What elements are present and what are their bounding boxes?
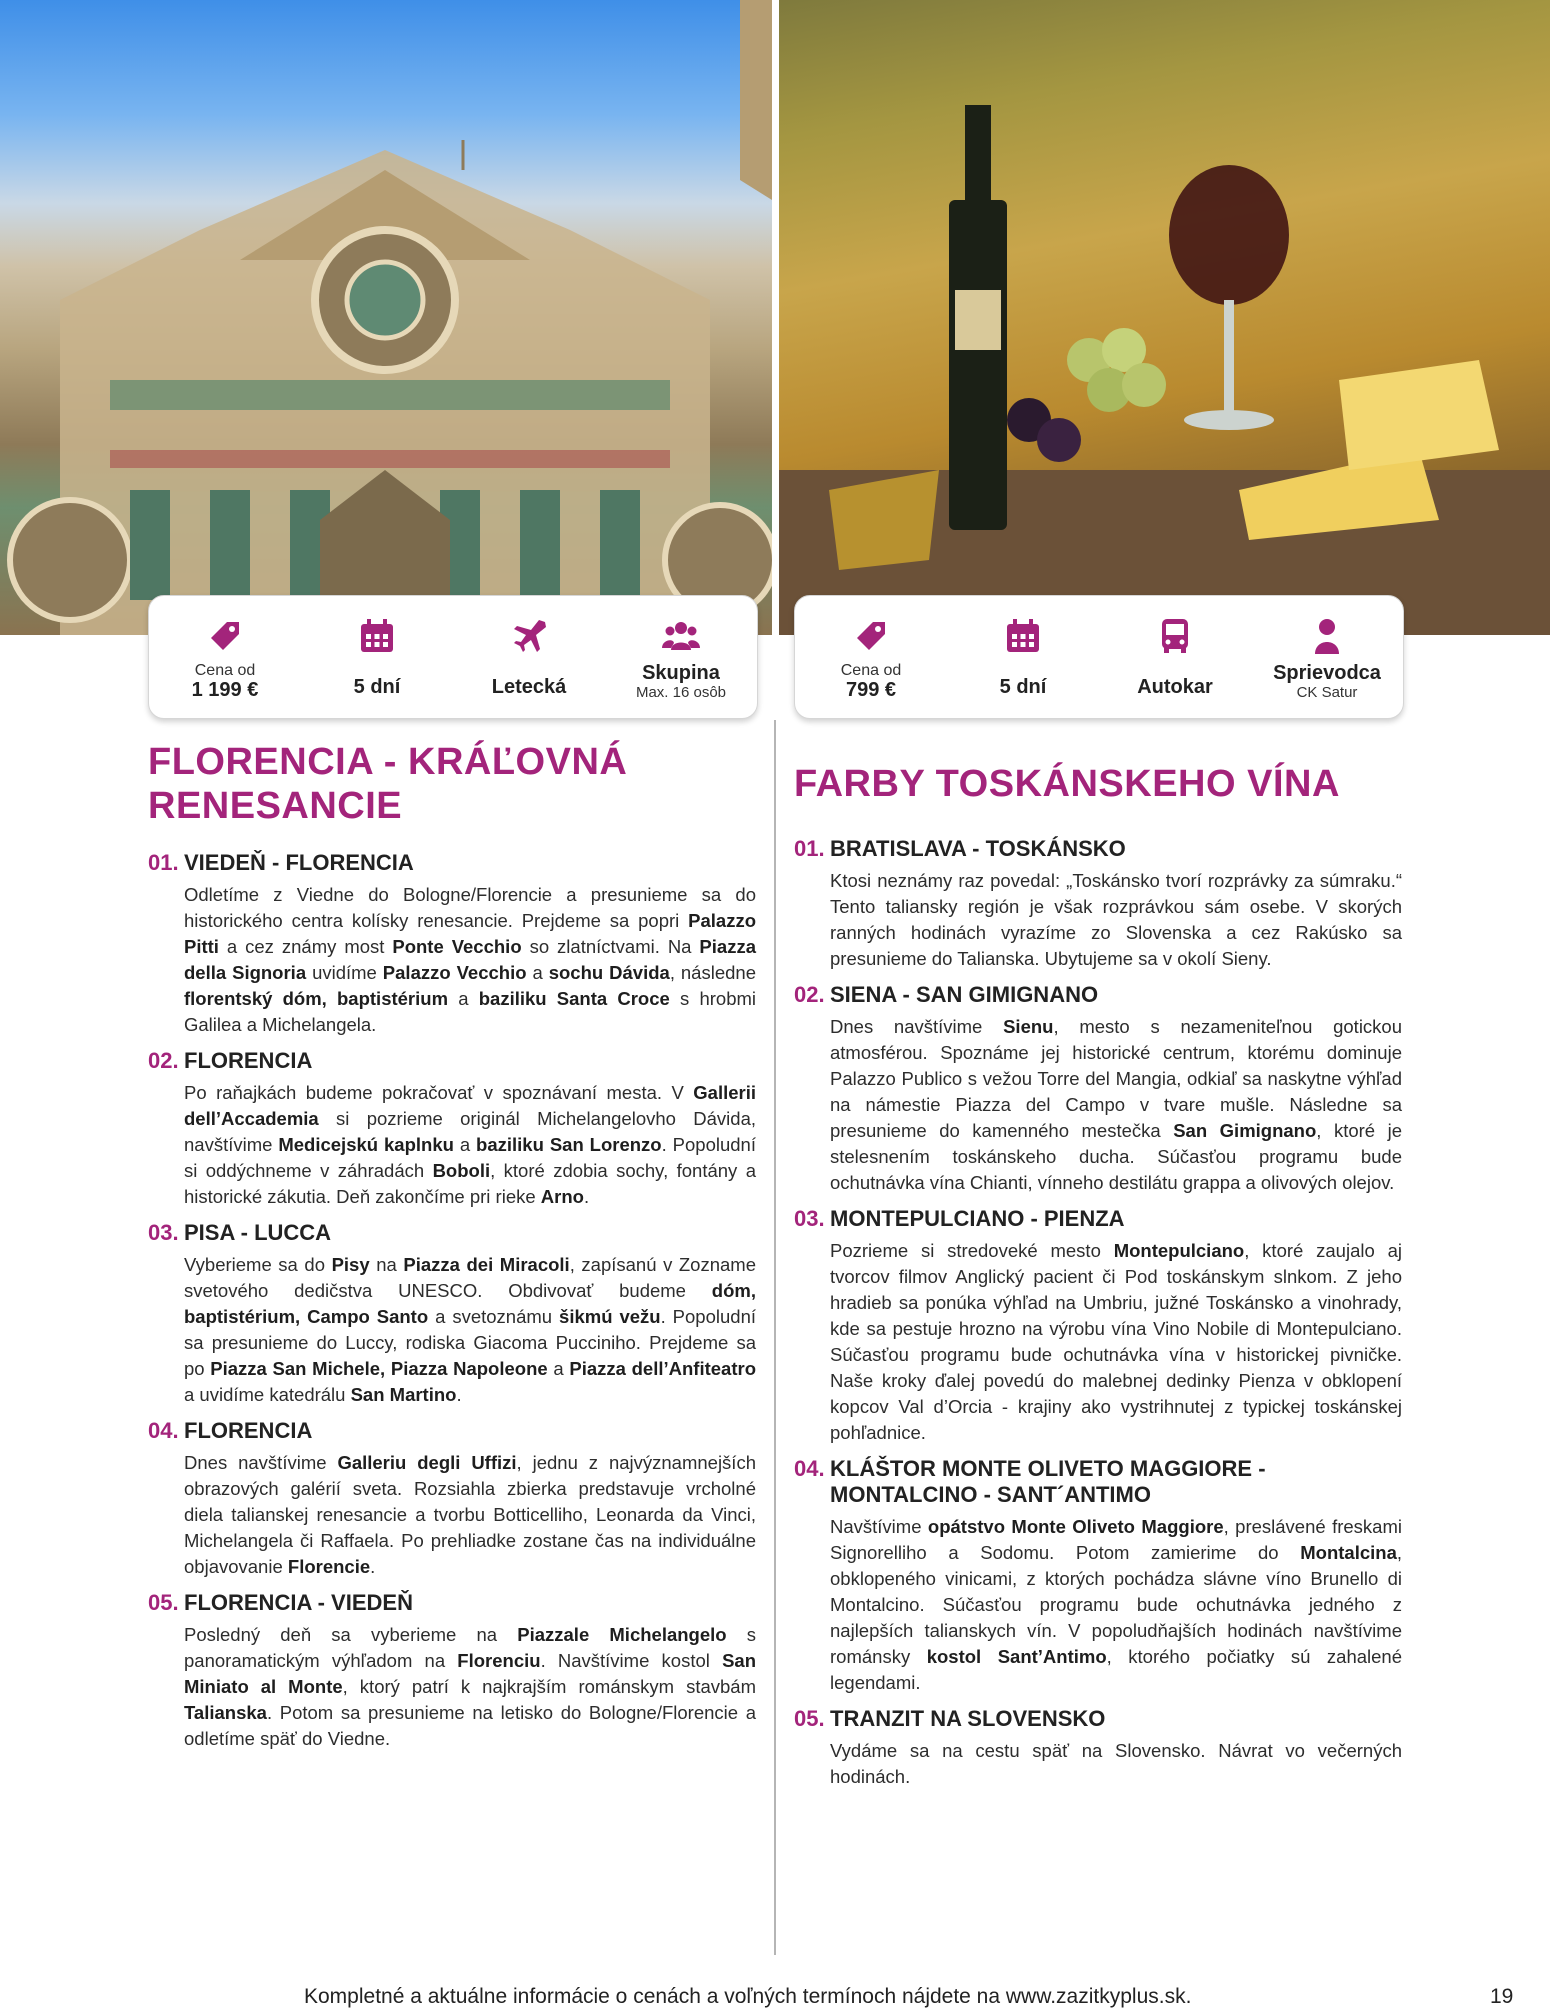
left-itinerary [148,740,756,1752]
day-block [148,1418,756,1580]
day-number: 01. [148,850,179,875]
highlight-text: San Martino [350,1384,457,1405]
day-description [184,1252,756,1408]
wine-illustration [779,0,1550,635]
airplane-icon [508,616,550,656]
body-text: uvidíme [306,962,383,983]
highlight-text: Piazza della Signoria [184,936,756,983]
highlight-text: Talianska [184,1702,267,1723]
duration-value: 5 dní [999,676,1047,698]
day-block [148,1590,756,1752]
day-number: 05. [794,1706,825,1731]
day-block [794,836,1402,972]
right-title: FARBY TOSKÁNSKEHO VÍNA [794,763,1340,805]
day-heading [794,1206,1402,1232]
price-tag-icon [850,616,892,656]
left-title-line1: FLORENCIA - KRÁĽOVNÁ [148,741,628,783]
highlight-text: Palazzo Vecchio [382,962,527,983]
body-text: , preslávené freskami Signorelliho a Sodomu. Potom zamierime do [830,1516,1402,1563]
body-text: , obklopeného vinicami, z ktorých pochádza slávne víno Brunello di Montalcino. Súčasťou programu bude ochutnávka jedného z najlepších talianskych vín. V popoludňajších hodinách navštívime románsky [830,1542,1402,1667]
transport-info [1099,596,1251,718]
day-heading [148,1418,756,1444]
group-info [605,596,757,718]
day-number: 02. [148,1048,179,1073]
day-block [148,850,756,1038]
body-text: a cez známy most [218,936,393,957]
duration-info [301,596,453,718]
day-heading [794,1456,1402,1508]
day-description [184,1622,756,1752]
highlight-text: opátstvo Monte Oliveto Maggiore [927,1516,1224,1537]
body-text: s panoramatickým výhľadom na [184,1624,757,1671]
highlight-text: Montalcina [1300,1542,1397,1563]
transport-value: Autokar [1137,676,1213,698]
day-block [148,1048,756,1210]
body-text: Vyberieme sa do [184,1254,332,1275]
highlight-text: San Gimignano [1173,1120,1317,1141]
highlight-text: Pisy [331,1254,370,1275]
body-text: , ktoré zdobia sochy, fontány a historické zákutia. Deň zakončíme pri rieke [184,1160,756,1207]
body-text: , jednu z najvýznamnejších obrazových galérií sveta. Rozsiahla zbierka predstavuje vrcholné diela talianskej renesancie a tvorbu Botticelliho, Leonarda da Vinci, Michelangela či Raffaela. Po prehliadke zostane čas na individuálne objavovanie [184,1452,756,1577]
body-text: na [369,1254,404,1275]
day-block [794,1456,1402,1696]
day-title: FLORENCIA [184,1048,313,1073]
guide-info [1251,596,1403,718]
highlight-text: kostol Sant’Antimo [926,1646,1107,1667]
day-title: FLORENCIA [184,1418,313,1443]
price-label: Cena od [840,662,902,679]
day-title: TRANZIT NA SLOVENSKO [830,1706,1106,1731]
highlight-text: dóm, baptistérium, Campo Santo [184,1280,756,1327]
group-sub: Max. 16 osôb [635,684,727,701]
body-text: , ktoré je stelesnením toskánskeho ducha. Súčasťou programu bude ochutnávka vína Chianti, vínneho destilátu grappa a olivových olejov. [830,1120,1403,1193]
body-text: , mesto s nezameniteľnou gotickou atmosférou. Spoznáme jej historické centrum, ktorému dominuje Palazzo Publico s vežou Torre del Mangia, odkiaľ sa naskytne výhľad na námestie Piazza del Campo v tvare mušle. Následne sa presunieme do kamenného mestečka [830,1016,1403,1141]
day-heading [148,1220,756,1246]
body-text: a uvidíme katedrálu [184,1384,351,1405]
highlight-text: Piazza dell’Anfiteatro [569,1358,756,1379]
body-text: , ktorého počiatky sú zahalené legendami. [830,1646,1403,1693]
day-description [184,1450,756,1580]
day-number: 04. [148,1418,179,1443]
day-number: 05. [148,1590,179,1615]
page-number: 19 [1490,1985,1514,2008]
day-number: 02. [794,982,825,1007]
body-text: . [583,1186,590,1207]
body-text: , ktorý patrí k najkrajším románskym stavbám [342,1676,756,1697]
calendar-icon [1002,616,1044,656]
day-number: 04. [794,1456,825,1481]
body-text: . Potom sa presunieme na letisko do Bologne/Florencie a odletíme späť do Viedne. [184,1702,756,1749]
right-info-bar [794,595,1404,719]
day-title: PISA - LUCCA [184,1220,332,1245]
day-heading [794,982,1402,1008]
highlight-text: Florenciu [457,1650,541,1671]
transport-info [453,596,605,718]
day-heading [148,1048,756,1074]
body-text: , ktoré zaujalo aj tvorcov filmov Anglický pacient či Pod toskánskym slnkom. Z jeho hradieb sa ponúka výhľad na Umbriu, južné Toskánsko a vinohrady, kde sa pestuje hrozno na výrobu vína Vino Nobile di Montepulciano. Súčasťou programu bude ochutnávka vína v historickej pivničke. Naše kroky ďalej povedú do malebnej dedinky Pienza v obklopení kopcov Val d’Orcia - krajiny ako vystrihnutej z typickej toskánskej pohľadnice. [830,1240,1402,1443]
day-description [830,1238,1402,1446]
body-text: s hrobmi Galilea a Michelangela. [184,988,757,1035]
price-tag-icon [204,616,246,656]
left-title [148,740,756,828]
day-number: 03. [794,1206,825,1231]
day-title: KLÁŠTOR MONTE OLIVETO MAGGIORE - MONTALCINO - SANT´ANTIMO [830,1456,1266,1507]
calendar-icon [356,616,398,656]
day-title: FLORENCIA - VIEDEŇ [184,1590,413,1615]
highlight-text: Piazza San Michele, Piazza Napoleone [210,1358,548,1379]
person-icon [1306,616,1348,656]
body-text: Dnes navštívime [184,1452,338,1473]
body-text: . [370,1556,376,1577]
day-description [830,1738,1402,1790]
day-number: 01. [794,836,825,861]
day-number: 03. [148,1220,179,1245]
highlight-text: Galleriu degli Uffizi [337,1452,517,1473]
day-description [830,1014,1402,1196]
body-text: Po raňajkách budeme pokračovať v spoznávaní mesta. V [184,1082,694,1103]
body-text: a [448,988,479,1009]
body-text: si pozrieme originál Michelangelovho Dávida, navštívime [184,1108,756,1155]
guide-label: Sprievodca [1273,662,1381,684]
body-text: so zlatníctvami. Na [521,936,700,957]
day-block [794,1706,1402,1790]
day-heading [794,1706,1402,1732]
body-text: Odletíme z Viedne do Bologne/Florencie a presunieme sa do historického centra kolísky renesancie. Prejdeme sa popri [184,884,756,931]
day-description [184,1080,756,1210]
day-heading [148,1590,756,1616]
highlight-text: Piazza dei Miracoli [403,1254,570,1275]
highlight-text: baziliku San Lorenzo [476,1134,662,1155]
left-info-bar [148,595,758,719]
day-title: SIENA - SAN GIMIGNANO [830,982,1099,1007]
highlight-text: baziliku Santa Croce [478,988,670,1009]
right-itinerary [794,740,1402,1790]
body-text: a [547,1358,570,1379]
day-block [148,1220,756,1408]
transport-value: Letecká [491,676,567,698]
highlight-text: Montepulciano [1113,1240,1245,1261]
body-text: , zapísanú v Zozname svetového dedičstva UNESCO. Obdivovať budeme [184,1254,757,1301]
highlight-text: Sienu [1003,1016,1054,1037]
day-title: MONTEPULCIANO - PIENZA [830,1206,1125,1231]
left-title-line2: RENESANCIE [148,785,403,827]
price-value: 799 € [845,679,897,701]
highlight-text: Florencie [287,1556,371,1577]
duration-value: 5 dní [353,676,401,698]
highlight-text: San Miniato al Monte [184,1650,756,1697]
body-text: a svetoznámu [428,1306,560,1327]
highlight-text: šikmú vežu [559,1306,661,1327]
price-info [795,596,947,718]
highlight-text: sochu Dávida [548,962,670,983]
left-days [148,850,756,1752]
day-title: BRATISLAVA - TOSKÁNSKO [830,836,1126,861]
day-description [830,868,1402,972]
body-text: Ktosi neznámy raz povedal: „Toskánsko tvorí rozprávky za súmraku.“ Tento taliansky región je však rozprávkou sám osebe. V skorých ranných hodinách vyrazíme zo Slovenska a cez Rakúsko sa presunieme do Talianska. Ubytujeme sa v okolí Sieny. [830,870,1402,969]
body-text: . [456,1384,462,1405]
right-days [794,836,1402,1790]
day-heading [148,850,756,876]
day-description [184,882,756,1038]
body-text: a [526,962,549,983]
florence-cathedral-photo [0,0,772,635]
highlight-text: Palazzo Pitti [184,910,756,957]
highlight-text: Medicejskú kaplnku [278,1134,454,1155]
highlight-text: Gallerii dell’Accademia [184,1082,756,1129]
cathedral-illustration [0,0,772,635]
photo-divider [774,0,777,635]
body-text: Posledný deň sa vyberieme na [184,1624,518,1645]
bus-icon [1154,616,1196,656]
duration-info [947,596,1099,718]
column-divider [774,720,776,1955]
footer-text: Kompletné a aktuálne informácie o cenách a voľných termínoch nájdete na www.zazitkyplus.sk. [304,1985,1192,2008]
body-text: . Navštívime kostol [540,1650,723,1671]
highlight-text: Piazzale Michelangelo [517,1624,727,1645]
highlight-text: Ponte Vecchio [392,936,522,957]
highlight-text: florentský dóm, baptistérium [184,988,449,1009]
body-text: Pozrieme si stredoveké mesto [830,1240,1114,1261]
body-text: Navštívime [830,1516,928,1537]
tuscan-wine-photo [779,0,1550,635]
group-icon [660,616,702,656]
price-info [149,596,301,718]
day-block [794,982,1402,1196]
day-block [794,1206,1402,1446]
body-text: . Popoludní sa presunieme do Luccy, rodiska Giacoma Pucciniho. Prejdeme sa po [184,1306,757,1379]
price-label: Cena od [194,662,256,679]
highlight-text: Arno [540,1186,584,1207]
price-value: 1 199 € [191,679,259,701]
day-heading [794,836,1402,862]
day-description [830,1514,1402,1696]
body-text: . Popoludní si oddýchneme v záhradách [184,1134,756,1181]
guide-sub: CK Satur [1296,684,1358,701]
group-label: Skupina [642,662,720,684]
body-text: , následne [669,962,756,983]
body-text: Vydáme sa na cestu späť na Slovensko. Návrat vo večerných hodinách. [830,1740,1402,1787]
highlight-text: Boboli [432,1160,491,1181]
body-text: Dnes navštívime [830,1016,1004,1037]
body-text: a [453,1134,477,1155]
day-title: VIEDEŇ - FLORENCIA [184,850,414,875]
